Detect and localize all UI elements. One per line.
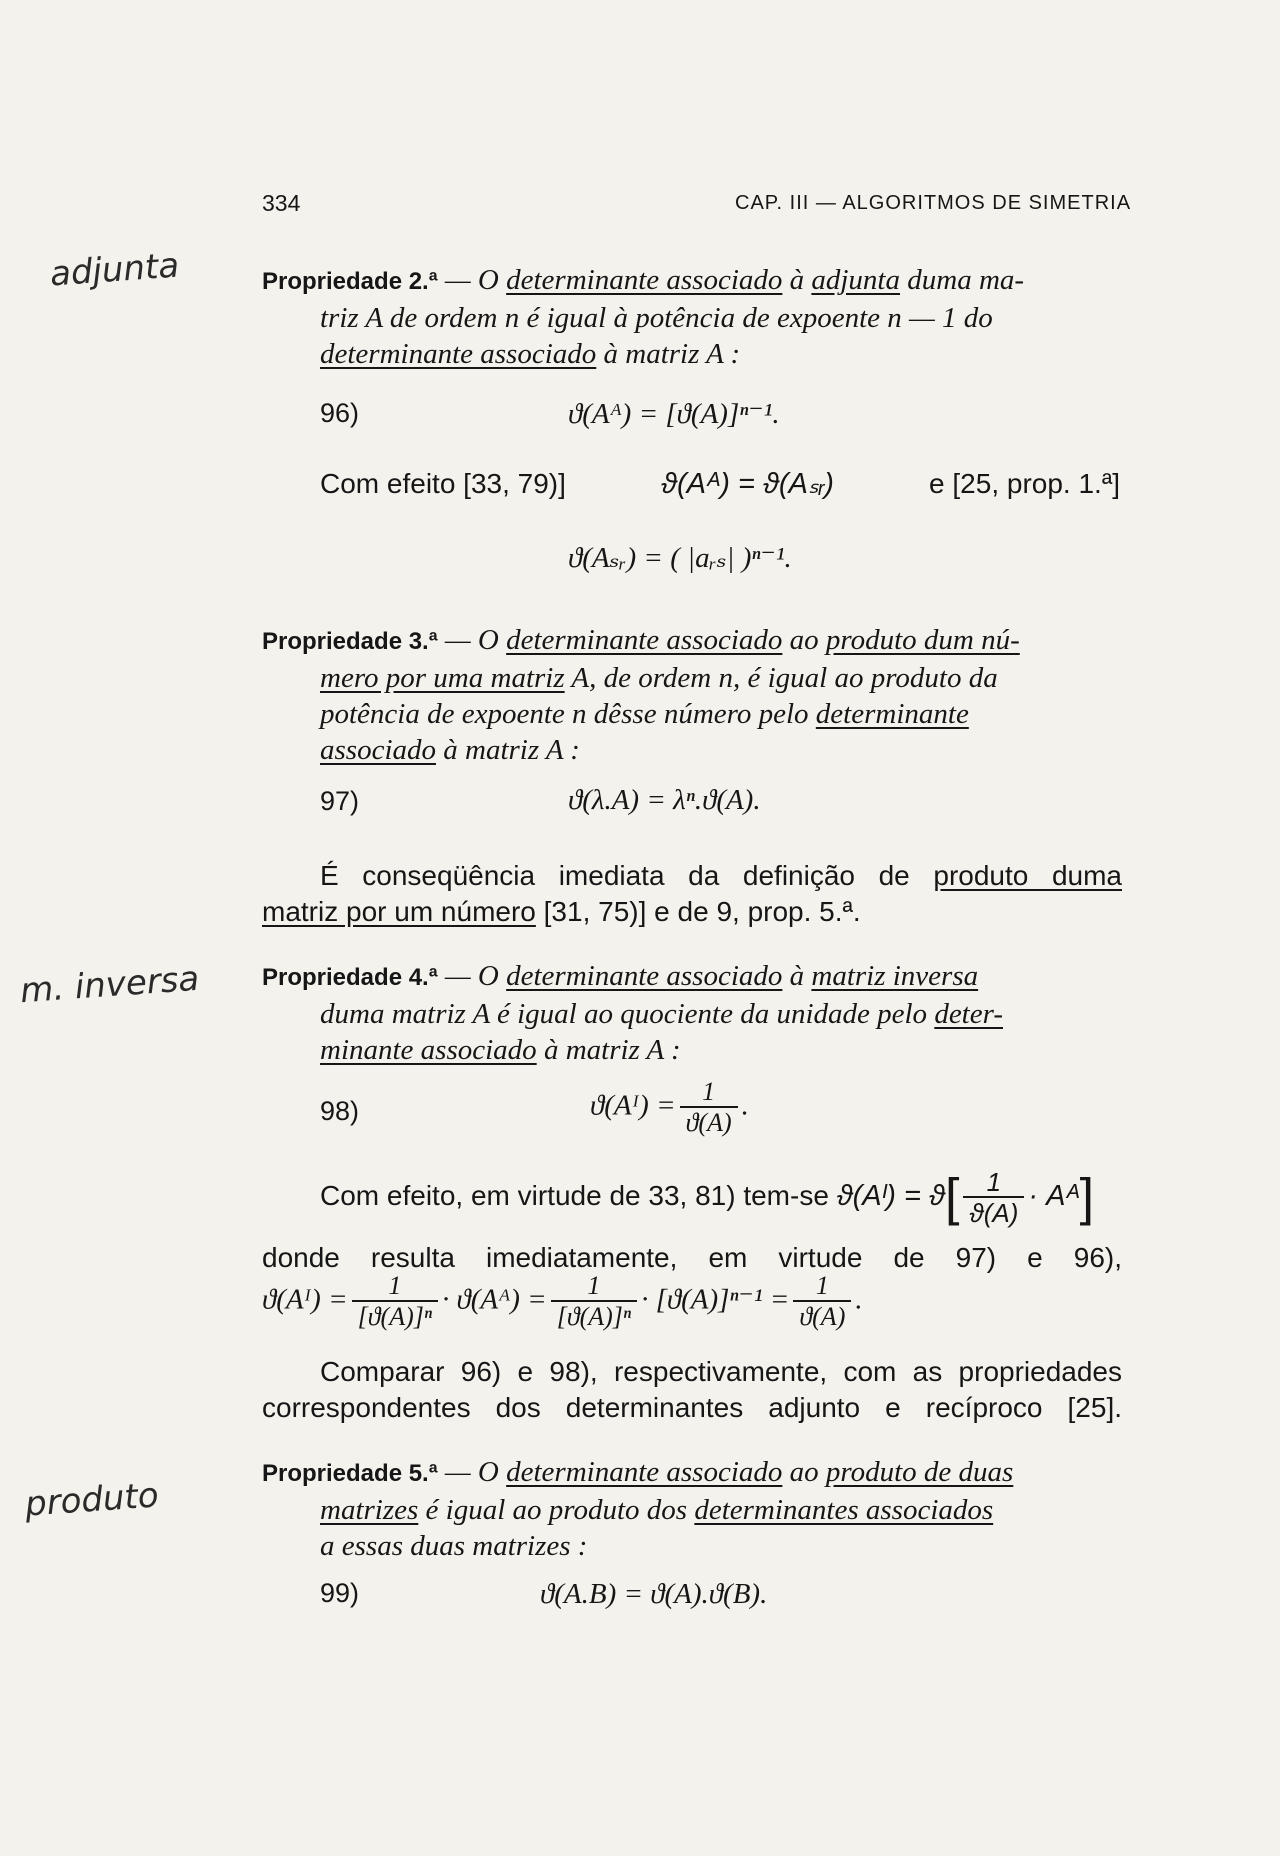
- equation-99: ϑ(A.B) = ϑ(A).ϑ(B).: [540, 1578, 768, 1610]
- equation-99-number: 99): [320, 1578, 360, 1608]
- margin-note-inversa: m. inversa: [18, 958, 201, 1012]
- equation-96-number: 96): [320, 398, 360, 428]
- equation-96b: ϑ(Aₛᵣ) = ( |aᵣₛ| )ⁿ⁻¹.: [568, 542, 792, 574]
- equation-98: ϑ(Aᴵ) = $\frac{1}{ϑ(A)}$ .: [590, 1077, 749, 1137]
- property-2-lead: Propriedade 2.ª: [262, 268, 438, 295]
- page-number: 334: [262, 190, 301, 216]
- equation-97-number: 97): [320, 786, 360, 816]
- text-97: É conseqüência imediata da definição de produto duma matriz por um número [31, 75)] e de 9, prop. 5.ª.: [262, 860, 1122, 927]
- text-96: Com efeito [33, 79)] ϑ(Aᴬ) = ϑ(Aₛᵣ) e [25, prop. 1.ª]: [320, 468, 1120, 500]
- equation-97: ϑ(λ.A) = λⁿ.ϑ(A).: [568, 784, 761, 816]
- text-98-compare: Comparar 96) e 98), respectivamente, com as propriedades correspondentes dos determinantes adjunto e recíproco [25].: [262, 1356, 1122, 1423]
- equation-98-number: 98): [320, 1096, 360, 1126]
- property-5: Propriedade 5.ª — O determinante associado ao produto de duas matrizes é igual ao produto dos determinantes associados a essas duas matrizes :: [262, 1456, 1014, 1562]
- property-3: Propriedade 3.ª — O determinante associado ao produto dum nú- mero por uma matriz A, de ordem n, é igual ao produto da potência de expoente n dêsse número pelo determinante associado à matriz A :: [262, 624, 1020, 766]
- margin-note-produto: produto: [23, 1475, 160, 1525]
- text-98-line1: Com efeito, em virtude de 33, 81) tem-se ϑ(Aᴵ) = ϑ[ $\frac{1}{ϑ(A)}$ · Aᴬ]: [320, 1167, 1095, 1228]
- property-2: Propriedade 2.ª — O determinante associado à adjunta duma ma- triz A de ordem n é igual à potência de expoente n — 1 do determinante associado à matriz A :: [262, 264, 1025, 370]
- chapter-title: CAP. III — ALGORITMOS DE SIMETRIA: [735, 192, 1132, 214]
- equation-98-derivation: ϑ(Aᴵ) = $\frac{1}{\text{[ϑ(A)]ⁿ}}$ · ϑ(Aᴬ) = $\frac{1}{\text{[ϑ(A)]ⁿ}}$ · [ϑ(A)]ⁿ⁻¹ = $\frac{1}{ϑ(A)}$ .: [262, 1271, 863, 1331]
- property-4: Propriedade 4.ª — O determinante associado à matriz inversa duma matriz A é igual ao quociente da unidade pelo deter- minante associado à matriz A :: [262, 960, 1003, 1066]
- equation-96: ϑ(Aᴬ) = [ϑ(A)]ⁿ⁻¹.: [568, 398, 780, 430]
- text-98-line2: donde resulta imediatamente, em virtude de 97) e 96),: [262, 1242, 1122, 1273]
- margin-note-adjunta: adjunta: [48, 245, 181, 295]
